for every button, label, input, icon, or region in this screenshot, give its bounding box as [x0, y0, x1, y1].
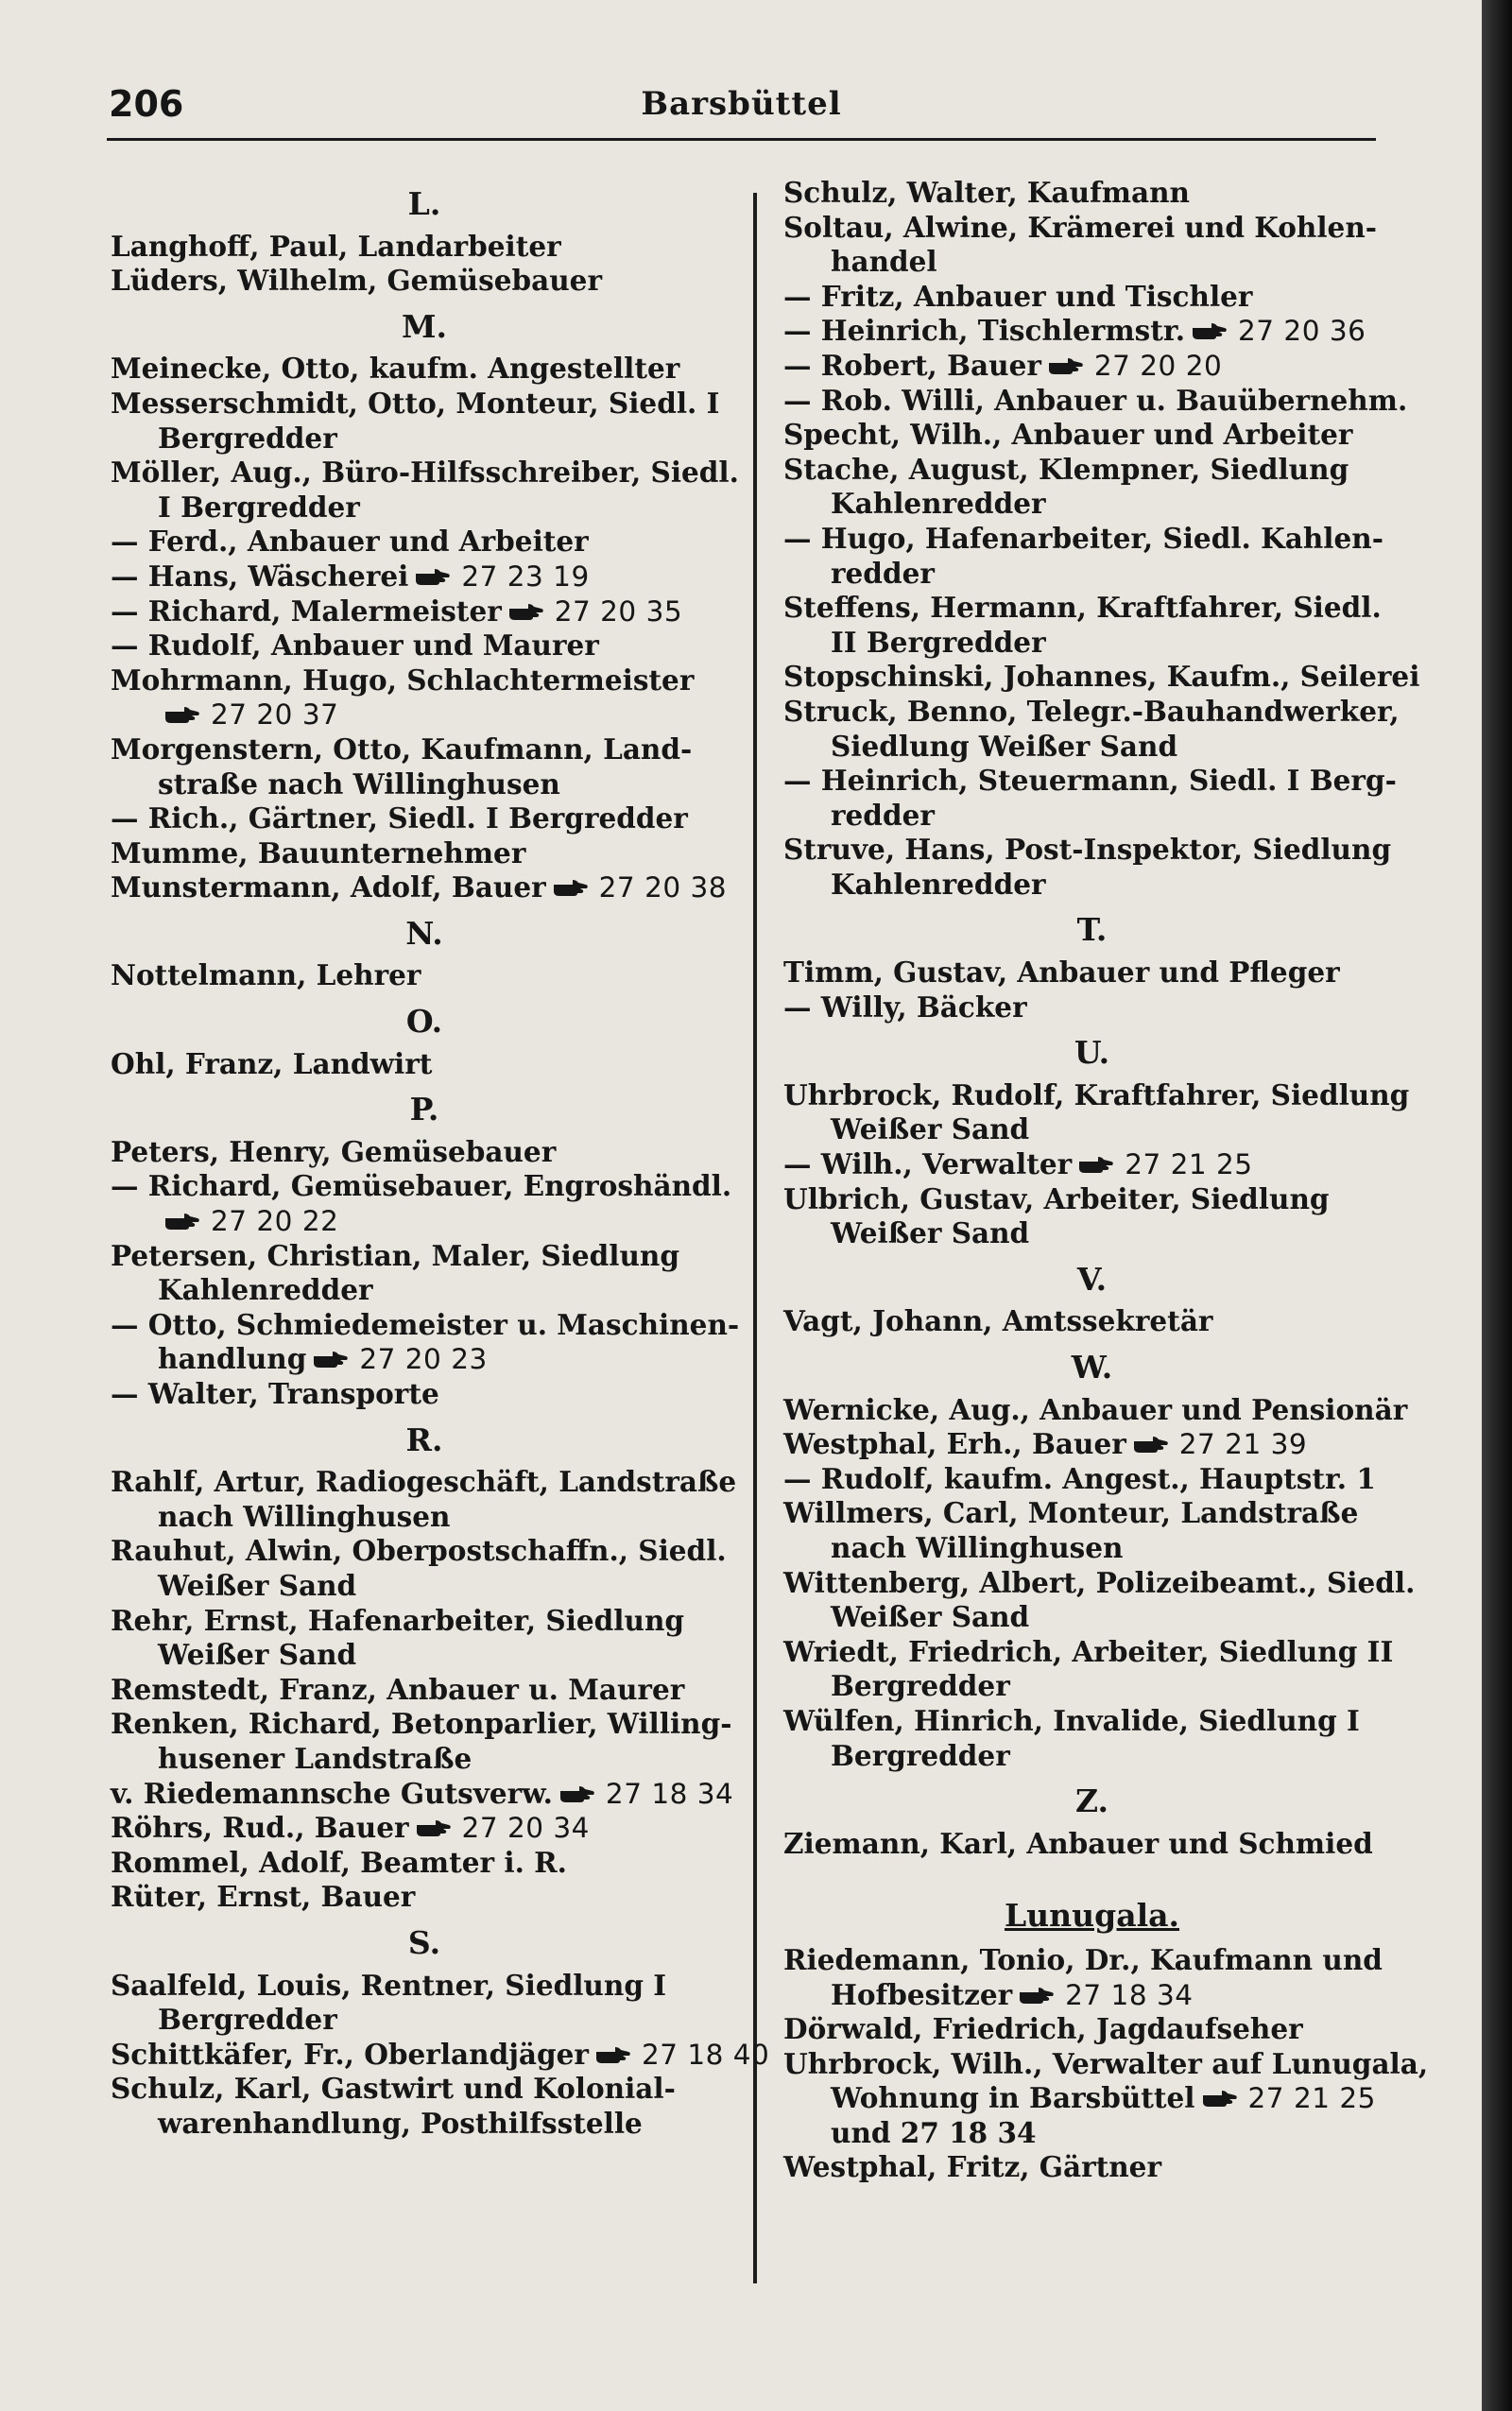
phone-number: 27 21 25: [1247, 2082, 1376, 2115]
directory-entry: [111, 1169, 738, 1238]
entry-text: Westphal, Erh., Bauer: [783, 1427, 1126, 1461]
entry-text: Vagt, Johann, Amtssekretär: [783, 1304, 1213, 1338]
phone-number: 27 18 40: [641, 2038, 770, 2071]
entry-text: v. Riedemannsche Gutsverw.: [111, 1776, 553, 1810]
directory-entry: [111, 352, 738, 387]
directory-entry: [783, 1147, 1400, 1182]
entry-text: Saalfeld, Louis, Rentner, Siedlung I: [111, 1968, 667, 2002]
section-letter: T.: [1076, 911, 1108, 949]
directory-entry: [111, 732, 738, 801]
directory-entry: [111, 1707, 738, 1776]
phone-number: 27 20 37: [211, 698, 339, 732]
directory-entry: [111, 1377, 738, 1412]
directory-entry: [111, 663, 738, 732]
entry-text: Rommel, Adolf, Beamter i. R.: [111, 1845, 567, 1879]
entry-text: — Fritz, Anbauer und Tischler: [783, 279, 1253, 313]
entry-text: — Ferd., Anbauer und Arbeiter: [111, 525, 589, 559]
entry-text: — Richard, Gemüsebauer, Engroshändl.: [111, 1169, 732, 1203]
column-divider: [753, 193, 757, 2283]
entry-text: husener Landstraße: [158, 1741, 472, 1775]
entry-text: — Otto, Schmiedemeister u. Maschinen-: [111, 1307, 740, 1341]
entry-text: Munstermann, Adolf, Bauer: [111, 870, 546, 904]
entry-text: Peters, Henry, Gemüsebauer: [111, 1134, 557, 1168]
section-letter: W.: [1071, 1349, 1113, 1386]
entry-text: warenhandlung, Posthilfsstelle: [158, 2106, 643, 2140]
entry-text: Röhrs, Rud., Bauer: [111, 1811, 409, 1845]
phone-number: 27 20 38: [598, 871, 728, 904]
directory-entry: [783, 660, 1420, 695]
entry-text: Wittenberg, Albert, Polizeibeamt., Siedl.: [783, 1565, 1416, 1599]
directory-entry: [111, 230, 738, 265]
entry-text: Morgenstern, Otto, Kaufmann, Land-: [111, 732, 693, 766]
directory-entry: [111, 264, 738, 299]
entry-text: Bergredder: [158, 421, 337, 455]
entry-text: Schittkäfer, Fr., Oberlandjäger: [111, 2037, 589, 2071]
entry-text: Uhrbrock, Wilh., Verwalter auf Lunugala,: [783, 2046, 1429, 2080]
entry-text: handlung: [158, 1342, 307, 1376]
entry-text: Struck, Benno, Telegr.-Bauhandwerker,: [783, 694, 1400, 728]
directory-entry: [783, 453, 1400, 522]
directory-entry: [111, 1135, 738, 1170]
directory-entry: [783, 1943, 1400, 2012]
entry-text: Weißer Sand: [158, 1638, 357, 1672]
entry-text: handel: [831, 245, 937, 279]
section-letter: U.: [1074, 1034, 1110, 1072]
directory-entry: [783, 695, 1400, 764]
section-letter: S.: [407, 1923, 441, 1961]
telephone-hand-icon: [163, 1211, 201, 1231]
directory-entry: [783, 1077, 1410, 1147]
directory-entry: [111, 801, 738, 836]
directory-entry: [111, 1534, 738, 1603]
directory-entry: [783, 833, 1400, 902]
entry-text: — Heinrich, Steuermann, Siedl. I Berg-: [783, 764, 1397, 798]
telephone-hand-icon: [507, 601, 545, 622]
entry-text: Lüders, Wilhelm, Gemüsebauer: [111, 264, 602, 298]
entry-text: Dörwald, Friedrich, Jagdaufseher: [783, 2012, 1303, 2046]
entry-text: Schulz, Walter, Kaufmann: [783, 176, 1190, 209]
phone-number: 27 21 39: [1178, 1428, 1308, 1461]
directory-entry: [783, 2012, 1400, 2047]
entry-text: straße nach Willinghusen: [158, 766, 560, 801]
section-letter: R.: [405, 1421, 443, 1458]
entry-text: Möller, Aug., Büro-Hilfsschreiber, Siedl.: [111, 456, 739, 490]
entry-text: Nottelmann, Lehrer: [111, 958, 421, 992]
entry-text: — Hugo, Hafenarbeiter, Siedl. Kahlen-: [783, 521, 1383, 555]
telephone-hand-icon: [1132, 1434, 1170, 1455]
phone-number: 27 20 35: [554, 594, 683, 628]
entry-text: — Rudolf, kaufm. Angest., Hauptstr. 1: [783, 1461, 1376, 1495]
section-letter: O.: [405, 1003, 443, 1041]
directory-entry: [783, 591, 1400, 660]
phone-number: 27 18 34: [605, 1777, 734, 1810]
directory-entry: [783, 280, 1400, 315]
telephone-hand-icon: [312, 1349, 350, 1369]
entry-text: Wriedt, Friedrich, Arbeiter, Siedlung II: [783, 1634, 1394, 1668]
phone-number: 27 20 20: [1093, 349, 1223, 382]
directory-entry: [111, 1811, 738, 1846]
entry-text: Uhrbrock, Rudolf, Kraftfahrer, Siedlung: [783, 1077, 1410, 1111]
entry-text: Bergredder: [158, 2003, 337, 2037]
directory-entry: [783, 314, 1400, 349]
telephone-hand-icon: [415, 1817, 453, 1838]
directory-entry: [783, 418, 1400, 453]
directory-entry: [111, 1308, 738, 1377]
directory-entry: [783, 2046, 1429, 2151]
telephone-hand-icon: [1018, 1985, 1056, 2006]
entry-text: Messerschmidt, Otto, Monteur, Siedl. I: [111, 386, 720, 420]
entry-text: Weißer Sand: [831, 1112, 1030, 1146]
telephone-hand-icon: [163, 704, 201, 725]
directory-entry: [111, 387, 738, 456]
directory-entry: [111, 836, 738, 871]
entry-text: redder: [831, 556, 935, 590]
telephone-hand-icon: [1201, 2088, 1239, 2109]
directory-entry: [111, 2037, 770, 2073]
entry-text: Steffens, Hermann, Kraftfahrer, Siedl.: [783, 591, 1382, 625]
entry-text: nach Willinghusen: [158, 1499, 451, 1533]
section-letter: N.: [405, 914, 443, 952]
directory-entry: [783, 1304, 1400, 1339]
running-head: Barsbüttel: [641, 85, 842, 123]
entry-text: Langhoff, Paul, Landarbeiter: [111, 229, 561, 263]
entry-text: Stopschinski, Johannes, Kaufm., Seilerei: [783, 660, 1420, 694]
telephone-hand-icon: [552, 877, 590, 898]
directory-entry: [111, 1846, 738, 1881]
directory-entry: [111, 1777, 738, 1812]
directory-entry: [783, 1462, 1400, 1497]
directory-entry: [111, 1465, 738, 1534]
directory-entry: [783, 1635, 1400, 1704]
entry-text: Petersen, Christian, Maler, Siedlung: [111, 1238, 679, 1272]
entry-text: Schulz, Karl, Gastwirt und Kolonial-: [111, 2072, 676, 2106]
directory-entry: [111, 958, 738, 993]
entry-text: II Bergredder: [831, 625, 1046, 659]
entry-text: Weißer Sand: [831, 1600, 1030, 1634]
entry-text: Weißer Sand: [831, 1216, 1030, 1250]
entry-text: Specht, Wilh., Anbauer und Arbeiter: [783, 418, 1353, 452]
directory-entry: [783, 990, 1400, 1025]
entry-text: Hofbesitzer: [831, 1977, 1013, 2011]
directory-entry: [783, 211, 1400, 280]
telephone-hand-icon: [594, 2044, 632, 2065]
phone-number: 27 20 23: [359, 1343, 488, 1376]
telephone-hand-icon: [414, 566, 452, 587]
directory-entry: [783, 764, 1400, 833]
entry-text: Kahlenredder: [831, 867, 1046, 901]
phone-number: 27 23 19: [461, 560, 590, 593]
directory-entry: [783, 1496, 1400, 1565]
directory-entry: [783, 1427, 1400, 1462]
entry-text: — Rich., Gärtner, Siedl. I Bergredder: [111, 801, 688, 835]
section-letter: L.: [407, 185, 441, 222]
entry-text: Bergredder: [831, 1738, 1010, 1772]
telephone-hand-icon: [1077, 1154, 1115, 1175]
entry-text: Rehr, Ernst, Hafenarbeiter, Siedlung: [111, 1603, 685, 1637]
entry-text: Rüter, Ernst, Bauer: [111, 1880, 416, 1914]
entry-text: — Wilh., Verwalter: [783, 1147, 1073, 1181]
directory-entry: [783, 522, 1400, 591]
phone-number: 27 21 25: [1125, 1148, 1253, 1181]
entry-text: — Willy, Bäcker: [783, 990, 1027, 1024]
telephone-hand-icon: [558, 1783, 596, 1804]
directory-entry: [783, 956, 1400, 990]
entry-text: Willmers, Carl, Monteur, Landstraße: [783, 1496, 1359, 1530]
entry-text: — Rob. Willi, Anbauer u. Bauübernehm.: [783, 383, 1408, 417]
entry-text: und 27 18 34: [831, 2115, 1037, 2149]
entry-text: Mumme, Bauunternehmer: [111, 835, 526, 870]
entry-text: Siedlung Weißer Sand: [831, 729, 1178, 763]
entry-text: Riedemann, Tonio, Dr., Kaufmann und: [783, 1942, 1383, 1976]
phone-number: 27 20 22: [211, 1205, 339, 1238]
entry-text: redder: [831, 798, 935, 832]
directory-entry: [111, 1673, 738, 1708]
entry-text: — Hans, Wäscherei: [111, 559, 409, 593]
entry-text: Rauhut, Alwin, Oberpostschaffn., Siedl.: [111, 1534, 727, 1568]
directory-entry: [111, 1047, 738, 1082]
entry-text: — Robert, Bauer: [783, 348, 1041, 382]
directory-entry: [783, 1182, 1400, 1251]
telephone-hand-icon: [1047, 355, 1085, 376]
directory-entry: [111, 1239, 738, 1308]
entry-text: Westphal, Fritz, Gärtner: [783, 2150, 1161, 2184]
directory-entry: [111, 870, 738, 905]
entry-text: Wülfen, Hinrich, Invalide, Siedlung I: [783, 1703, 1360, 1737]
phone-number: 27 18 34: [1065, 1978, 1194, 2011]
subsection-title: Lunugala.: [1004, 1897, 1180, 1935]
directory-entry: [111, 456, 738, 525]
directory-entry: [783, 349, 1400, 384]
directory-entry: [111, 2072, 738, 2141]
entry-text: — Heinrich, Tischlermstr.: [783, 314, 1186, 348]
directory-entry: [783, 176, 1400, 211]
phone-number: 27 20 36: [1238, 315, 1366, 348]
directory-entry: [111, 594, 738, 629]
directory-entry: [783, 1565, 1416, 1635]
page-number: 206: [109, 83, 184, 125]
directory-entry: [783, 1827, 1400, 1862]
entry-text: Meinecke, Otto, kaufm. Angestellter: [111, 352, 680, 386]
telephone-hand-icon: [1191, 320, 1228, 341]
entry-text: Ziemann, Karl, Anbauer und Schmied: [783, 1826, 1373, 1860]
entry-text: Wernicke, Aug., Anbauer und Pensionär: [783, 1392, 1408, 1426]
section-letter: P.: [409, 1091, 439, 1128]
entry-text: — Walter, Transporte: [111, 1377, 439, 1410]
entry-text: Renken, Richard, Betonparlier, Willing-: [111, 1707, 732, 1741]
entry-text: Wohnung in Barsbüttel: [831, 2081, 1195, 2115]
entry-text: Soltau, Alwine, Krämerei und Kohlen-: [783, 210, 1378, 244]
entry-text: Remstedt, Franz, Anbauer u. Maurer: [111, 1672, 685, 1706]
entry-text: — Rudolf, Anbauer und Maurer: [111, 629, 599, 663]
directory-entry: [111, 629, 738, 663]
entry-text: Weißer Sand: [158, 1568, 357, 1602]
directory-entry: [111, 1880, 738, 1915]
entry-text: nach Willinghusen: [831, 1530, 1124, 1564]
directory-entry: [783, 1392, 1408, 1428]
directory-entry: [783, 1704, 1400, 1773]
entry-text: Timm, Gustav, Anbauer und Pfleger: [783, 956, 1340, 990]
entry-text: Ohl, Franz, Landwirt: [111, 1046, 433, 1080]
page-header: [107, 77, 1376, 141]
entry-text: Mohrmann, Hugo, Schlachtermeister: [111, 663, 695, 697]
directory-entry: [783, 2150, 1400, 2185]
entry-text: Ulbrich, Gustav, Arbeiter, Siedlung: [783, 1181, 1330, 1215]
entry-text: Rahlf, Artur, Radiogeschäft, Landstraße: [111, 1465, 737, 1499]
page-edge: [1482, 0, 1512, 2411]
directory-entry: [111, 525, 738, 560]
entry-text: Kahlenredder: [831, 487, 1046, 521]
directory-entry: [783, 383, 1408, 419]
entry-text: Stache, August, Klempner, Siedlung: [783, 452, 1349, 486]
entry-text: Kahlenredder: [158, 1273, 373, 1307]
phone-number: 27 20 34: [461, 1812, 590, 1845]
section-letter: Z.: [1075, 1782, 1108, 1820]
left-column: [111, 176, 770, 2141]
entry-text: I Bergredder: [158, 490, 360, 524]
entry-text: Bergredder: [831, 1669, 1010, 1703]
entry-text: — Richard, Malermeister: [111, 594, 502, 628]
directory-entry: [111, 1604, 738, 1673]
directory-entry: [111, 560, 738, 594]
right-column: [783, 176, 1429, 2185]
section-letter: M.: [401, 307, 448, 345]
section-letter: V.: [1076, 1260, 1108, 1298]
directory-entry: [111, 1969, 738, 2038]
entry-text: Struve, Hans, Post-Inspektor, Siedlung: [783, 833, 1392, 867]
